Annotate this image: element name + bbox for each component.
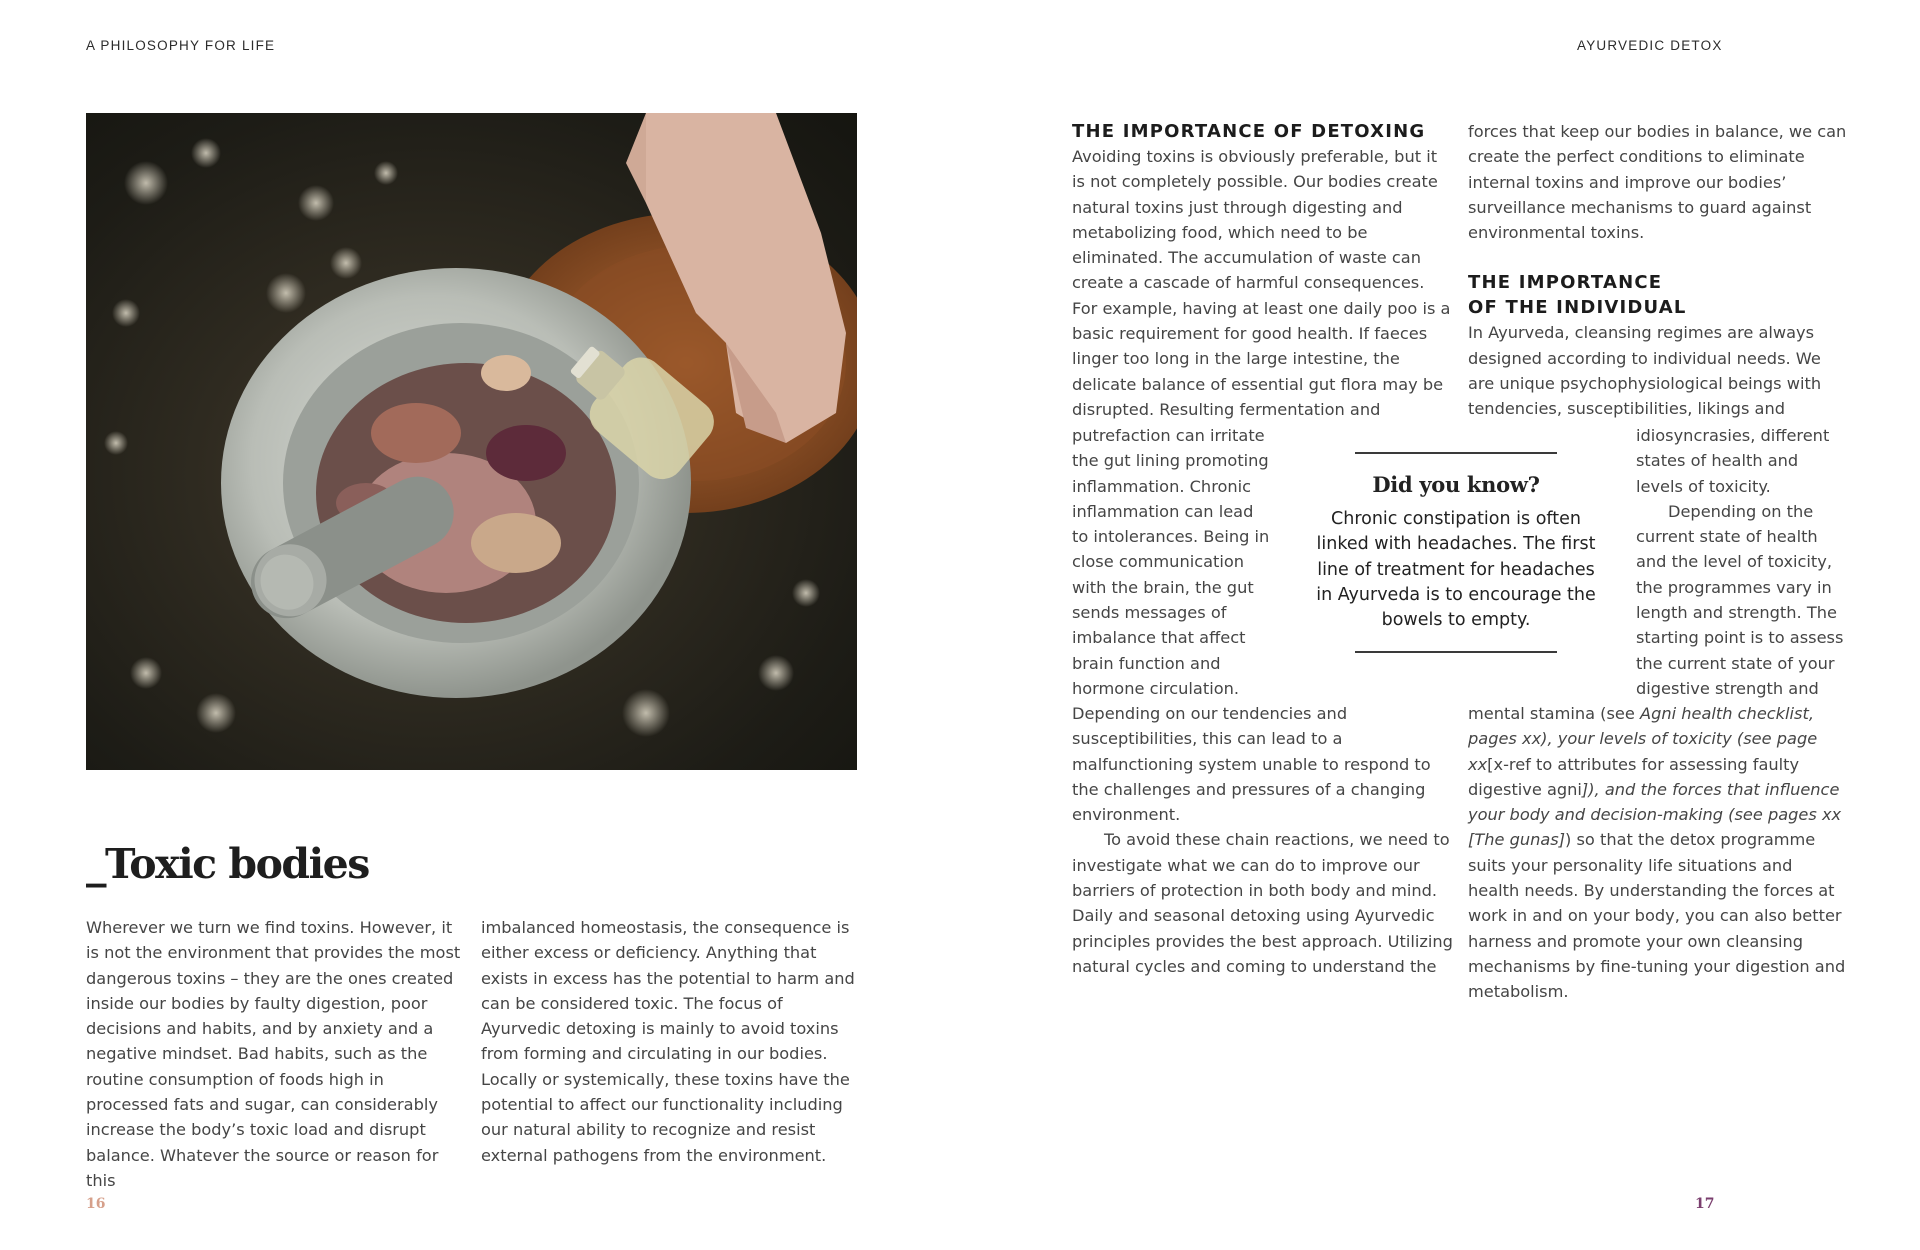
section-title: _Toxic bodies [86, 840, 369, 888]
mental-stamina-text [1468, 701, 1848, 1005]
stamina-part-c: [x-ref to attributes for assessing faulty digestive agni [1468, 754, 1800, 799]
heading-importance-of-individual [1468, 270, 1848, 320]
left-col2-text: imbalanced homeostasis, the consequence is either excess or deficiency. Anything that exists in excess has the potential to harm and can be considered toxic. The focus of Ayurvedic detoxing is mainly to avoid toxins from forming and circulating in our bodies. Locally or systemically, these toxins have the potential to affect our functionality including our natural ability to recognize and resist external pathogens from the environment. [481, 918, 855, 1165]
left-col1-text: Wherever we turn we find toxins. However, it is not the environment that provides the most dangerous toxins – they are the ones created inside our bodies by faulty digestion, poor decisions and habits, and by anxiety and a negative mindset. Bad habits, such as the routine consumption of foods high in processed fats and sugar, can considerably increase the body’s toxic load and disrupt balance. Whatever the source or reason for this [86, 918, 461, 1190]
detoxing-intro-text: Avoiding toxins is obviously preferable, but it is not completely possible. Our bodies create natural toxins just through digesting and metabolizing food, which need to be eliminated. The accumulation of waste can create a cascade of harmful consequences. For example, having at least one daily poo is a basic requirement for good health. If faeces linger too long in the large intestine, the delicate balance of essential gut flora may be disrupted. Resulting fermentation and [1072, 147, 1451, 419]
programmes-text: Depending on the current state of health and the level of toxicity, the programmes vary in length and strength. The starting point is to assess the current state of your digestive strength and [1636, 501, 1844, 698]
callout-text: Chronic constipation is often linked with headaches. The first line of treatment for headaches in Ayurveda is to encourage the bowels to empty. [1316, 509, 1596, 631]
left-column-2 [481, 915, 857, 1168]
left-column-1 [86, 915, 462, 1193]
running-head-right: AYURVEDIC DETOX [1577, 38, 1723, 53]
gut-wrap-text: putrefaction can irritate the gut lining promoting inflammation. Chronic inflammation can lead to intolerances. Being in close communication with the brain, the gut sends messages of imbalance that affect brain function and hormone circulation. [1072, 426, 1270, 698]
callout-title: Did you know? [1372, 472, 1540, 497]
chain-reactions-text: To avoid these chain reactions, we need to investigate what we can do to improve our barriers of protection in both body and mind. Daily and seasonal detoxing using Ayurvedic principles provides the best approach. Utilizing natural cycles and coming to understand the [1072, 830, 1453, 976]
wrap-left-text-block [1072, 423, 1272, 701]
heading2-line1: THE IMPORTANCE [1468, 272, 1663, 294]
stamina-part-e: pages xx [The gunas] [1468, 805, 1842, 850]
did-you-know-callout [1316, 452, 1596, 653]
mortar-pestle-photo [86, 113, 857, 770]
callout-top-rule [1355, 452, 1557, 454]
right-column-1-top [1072, 119, 1454, 422]
page-number-left: 16 [86, 1196, 106, 1212]
stamina-part-d: ]), and the forces that influence your body and decision-making (see [1468, 779, 1840, 825]
right-column-2-top [1468, 119, 1848, 422]
stamina-part-f: ) so that the detox programme suits your personality life situations and health needs. By understanding the forces at work in and on your body, you can also better harness and promote your own cleansing mechanisms by fine-tuning your digestion and metabolism. [1468, 830, 1846, 1002]
stamina-part-a: mental stamina (see [1468, 704, 1641, 723]
stamina-part-b: Agni health checklist, pages xx), your levels of toxicity (see page xx [1468, 704, 1818, 774]
tendencies-text: Depending on our tendencies and susceptibilities, this can lead to a malfunctioning system unable to respond to the challenges and pressures of a changing environment. [1072, 704, 1431, 825]
running-head-left: A PHILOSOPHY FOR LIFE [86, 38, 276, 53]
individual-intro-text: In Ayurveda, cleansing regimes are always designed according to individual needs. We are unique psychophysiological beings with tendencies, susceptibilities, likings and [1468, 323, 1822, 419]
heading2-line2: OF THE INDIVIDUAL [1468, 297, 1687, 319]
heading-importance-of-detoxing: THE IMPORTANCE OF DETOXING [1072, 121, 1426, 142]
right-column-2-bottom [1468, 701, 1848, 1005]
wrap-right-text-block [1636, 423, 1850, 701]
right-column-1-bottom [1072, 701, 1454, 979]
detoxing-continued-text: forces that keep our bodies in balance, we can create the perfect conditions to eliminate internal toxins and improve our bodies’ surveillance mechanisms to guard against environmental toxins. [1468, 122, 1847, 243]
page-number-right: 17 [1695, 1196, 1715, 1212]
idiosyncrasies-text: idiosyncrasies, different states of health and levels of toxicity. [1636, 426, 1830, 496]
callout-bottom-rule [1355, 651, 1557, 653]
